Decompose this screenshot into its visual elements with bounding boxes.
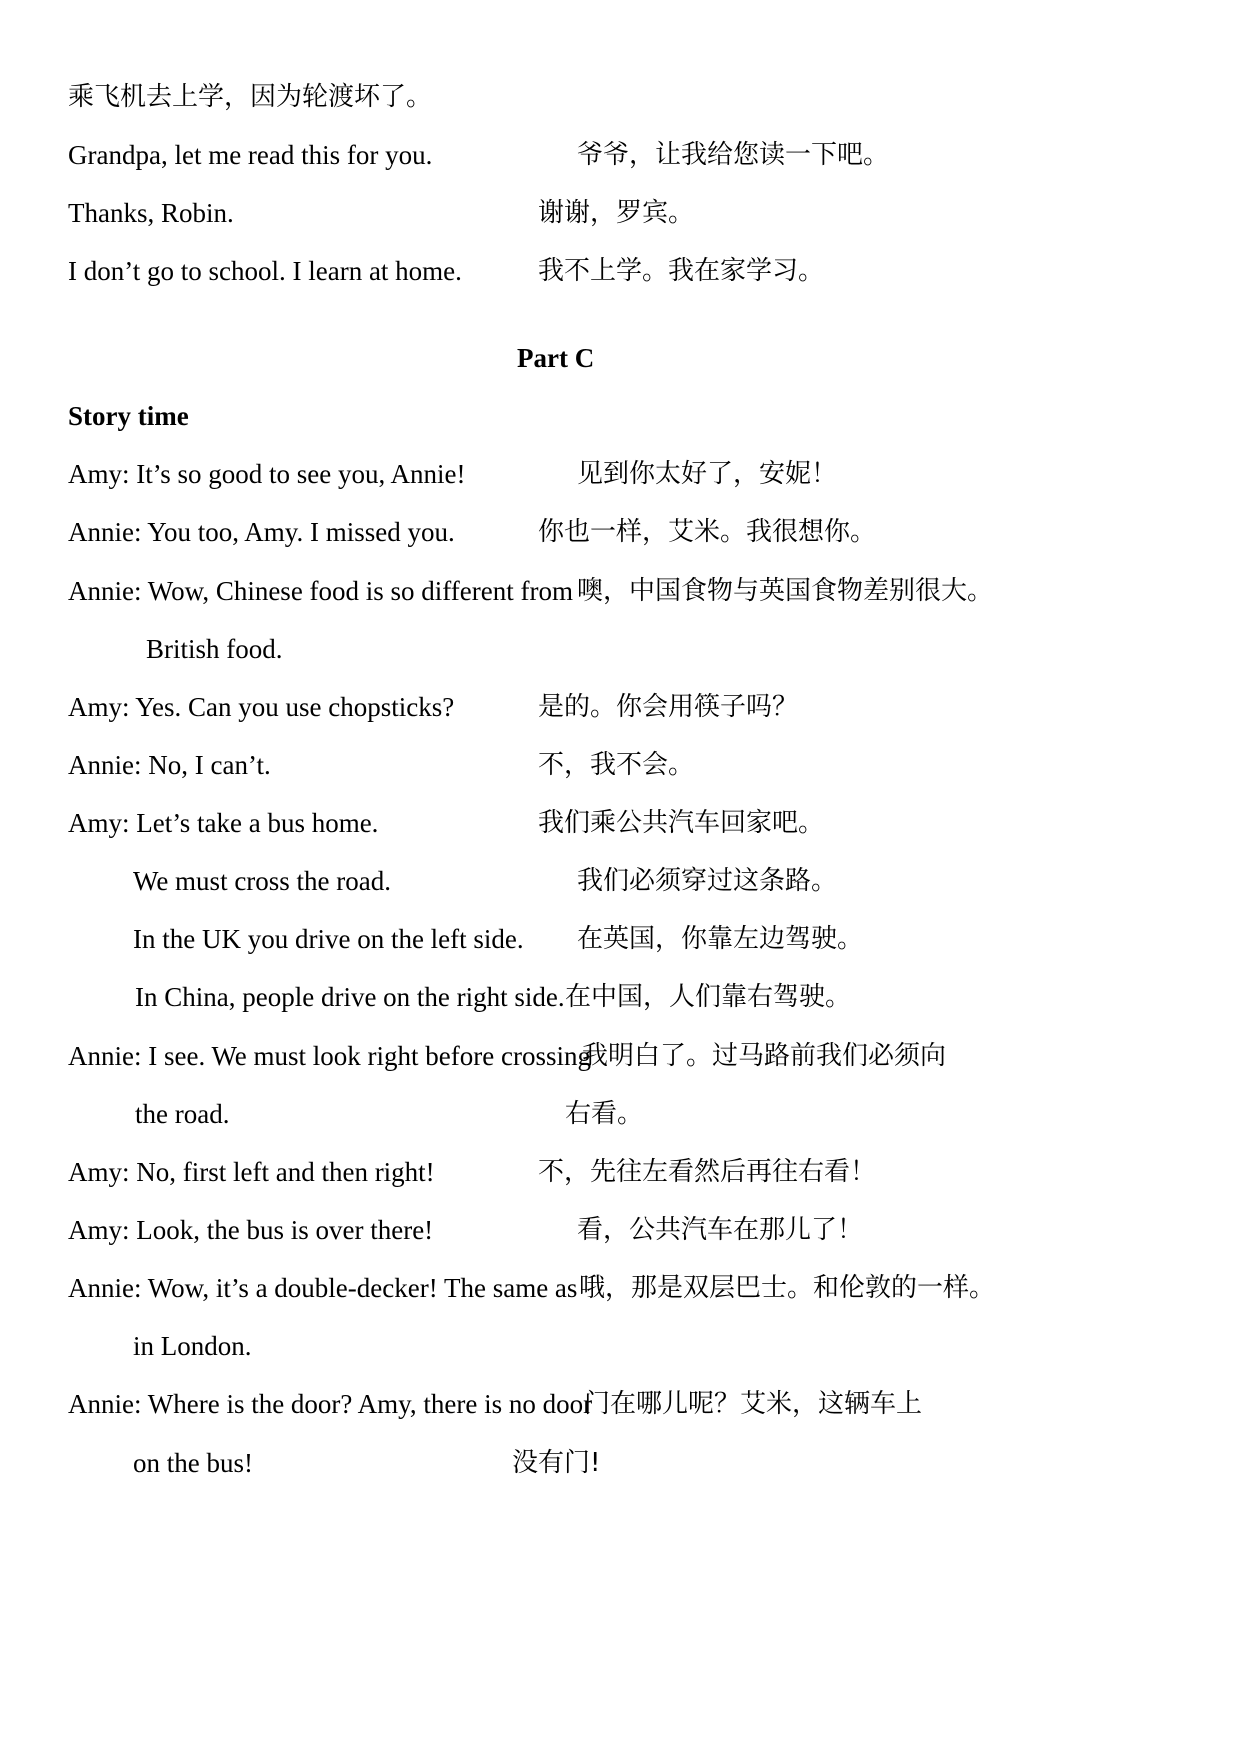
- top-row-zh: 谢谢，罗宾。: [538, 198, 695, 228]
- story-line-zh: 不，先往左看然后再往右看！: [538, 1157, 877, 1187]
- story-line-zh: 我明白了。过马路前我们必须向: [582, 1041, 947, 1071]
- top-row-en: Thanks, Robin.: [68, 198, 234, 228]
- section-subheading: Story time: [68, 401, 189, 431]
- story-line-zh: 看，公共汽车在那儿了！: [577, 1215, 864, 1245]
- story-line-zh: 在中国，人们靠右驾驶。: [565, 982, 852, 1012]
- story-line-en: in London.: [133, 1331, 252, 1361]
- story-line-en: Annie: I see. We must look right before crossing: [68, 1041, 591, 1071]
- story-line-en: British food.: [146, 634, 283, 664]
- story-line-en: the road.: [135, 1099, 230, 1129]
- story-line-zh: 噢，中国食物与英国食物差别很大。: [577, 576, 994, 606]
- story-line-zh: 我们乘公共汽车回家吧。: [538, 808, 825, 838]
- story-line-zh: 你也一样，艾米。我很想你。: [538, 517, 877, 547]
- top-row-en: Grandpa, let me read this for you.: [68, 140, 433, 170]
- story-line-zh: 是的。你会用筷子吗？: [538, 692, 799, 722]
- story-line-en: Annie: Wow, it’s a double-decker! The same as: [68, 1273, 578, 1303]
- section-heading: Part C: [517, 343, 595, 373]
- story-line-en: Amy: It’s so good to see you, Annie!: [68, 459, 466, 489]
- story-line-en: Annie: You too, Amy. I missed you.: [68, 517, 455, 547]
- story-line-zh: 不，我不会。: [538, 750, 695, 780]
- story-line-zh: 右看。: [565, 1099, 644, 1129]
- story-line-en: Annie: Where is the door? Amy, there is no door: [68, 1389, 593, 1419]
- top-row-zh: 爷爷，让我给您读一下吧。: [577, 140, 890, 170]
- story-line-zh: 没有门!: [512, 1448, 601, 1478]
- story-line-zh: 见到你太好了，安妮！: [577, 459, 838, 489]
- top-row-en: I don’t go to school. I learn at home.: [68, 256, 462, 286]
- story-line-en: Amy: Let’s take a bus home.: [68, 808, 379, 838]
- story-line-en: on the bus!: [133, 1448, 253, 1478]
- story-line-en: Amy: Look, the bus is over there!: [68, 1215, 434, 1245]
- story-line-zh: 门在哪儿呢？艾米，这辆车上: [584, 1389, 923, 1419]
- story-line-en: Annie: Wow, Chinese food is so different from: [68, 576, 573, 606]
- story-line-zh: 哦，那是双层巴士。和伦敦的一样。: [579, 1273, 996, 1303]
- story-line-zh: 我们必须穿过这条路。: [577, 866, 838, 896]
- story-line-en: Annie: No, I can’t.: [68, 750, 271, 780]
- story-line-en: Amy: Yes. Can you use chopsticks?: [68, 692, 455, 722]
- ferry-line-zh: 乘飞机去上学，因为轮渡坏了。: [68, 82, 433, 112]
- top-row-zh: 我不上学。我在家学习。: [538, 256, 825, 286]
- story-line-en: We must cross the road.: [133, 866, 392, 896]
- story-line-zh: 在英国，你靠左边驾驶。: [577, 924, 864, 954]
- story-line-en: Amy: No, first left and then right!: [68, 1157, 435, 1187]
- story-line-en: In the UK you drive on the left side.: [133, 924, 524, 954]
- story-line-en: In China, people drive on the right side.: [135, 982, 565, 1012]
